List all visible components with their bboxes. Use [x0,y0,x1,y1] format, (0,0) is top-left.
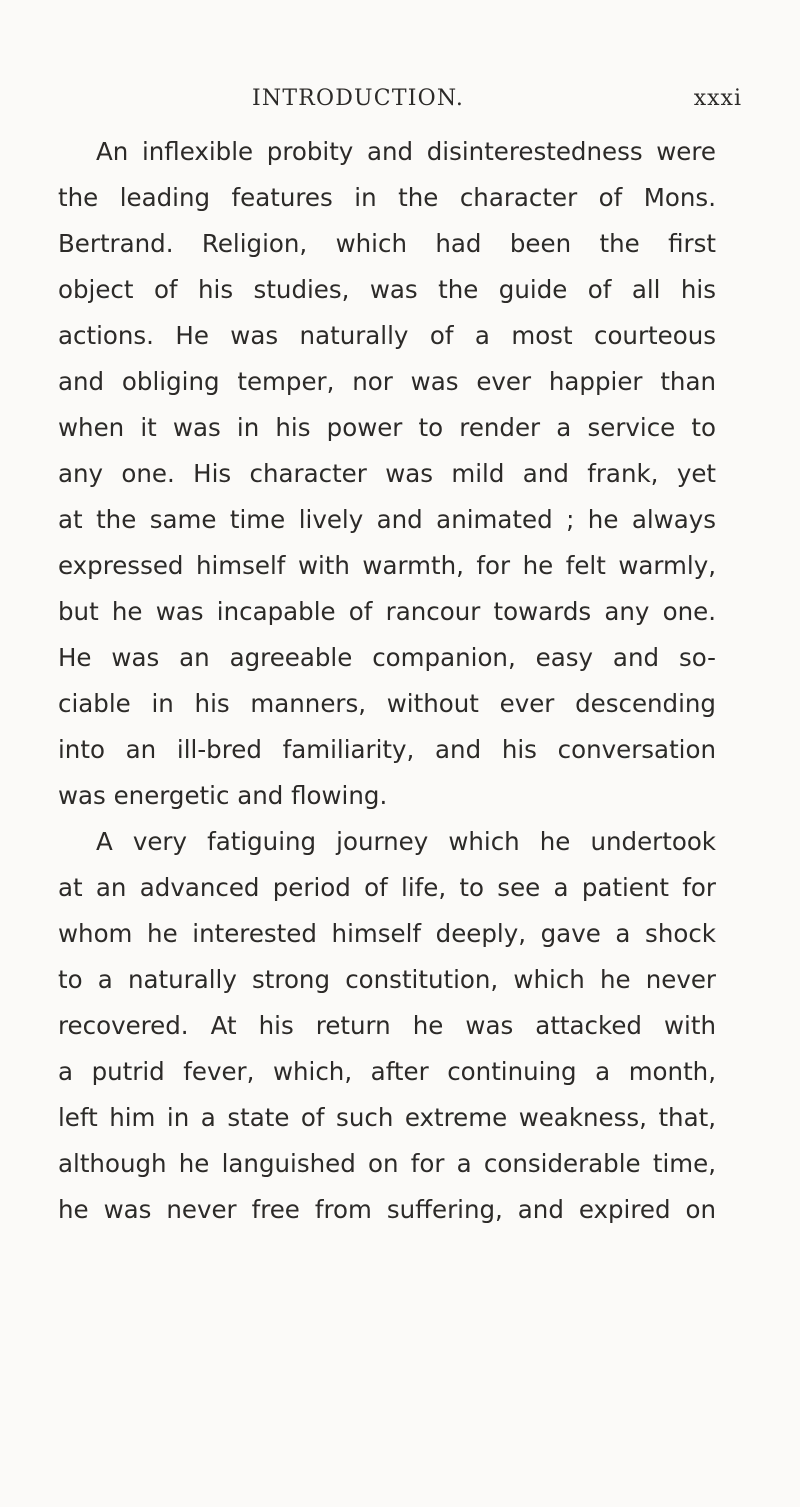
page-number: xxxi [693,86,742,111]
text-line: a putrid fever, which, after continuing a month, [58,1057,716,1086]
text-line: An inflexible probity and disinterestedness were [96,137,716,166]
running-head-title: INTRODUCTION. [252,86,465,111]
text-line: but he was incapable of rancour towards any one. [58,597,716,626]
text-line: any one. His character was mild and frank, yet [58,459,716,488]
running-head [252,86,742,116]
text-line: Bertrand. Religion, which had been the first [58,229,716,258]
text-line: ciable in his manners, without ever descending [58,689,716,718]
text-line: whom he interested himself deeply, gave a shock [58,919,716,948]
text-line: to a naturally strong constitution, which he never [58,965,716,994]
text-line: actions. He was naturally of a most courteous [58,321,716,350]
text-line: A very fatiguing journey which he undertook [96,827,716,856]
text-line: he was never free from suffering, and expired on [58,1195,716,1224]
text-line: recovered. At his return he was attacked with [58,1011,716,1040]
text-line: although he languished on for a considerable time, [58,1149,716,1178]
text-line: left him in a state of such extreme weakness, that, [58,1103,716,1132]
text-line: expressed himself with warmth, for he felt warmly, [58,551,716,580]
text-line: into an ill-bred familiarity, and his conversation [58,735,716,764]
text-line: He was an agreeable companion, easy and so- [58,643,716,672]
text-line: object of his studies, was the guide of all his [58,275,716,304]
text-line: was energetic and flowing. [58,781,388,810]
text-line: the leading features in the character of Mons. [58,183,716,212]
text-line: when it was in his power to render a service to [58,413,716,442]
text-line: at an advanced period of life, to see a patient for [58,873,716,902]
text-line: and obliging temper, nor was ever happier than [58,367,716,396]
text-line: at the same time lively and animated ; he always [58,505,716,534]
